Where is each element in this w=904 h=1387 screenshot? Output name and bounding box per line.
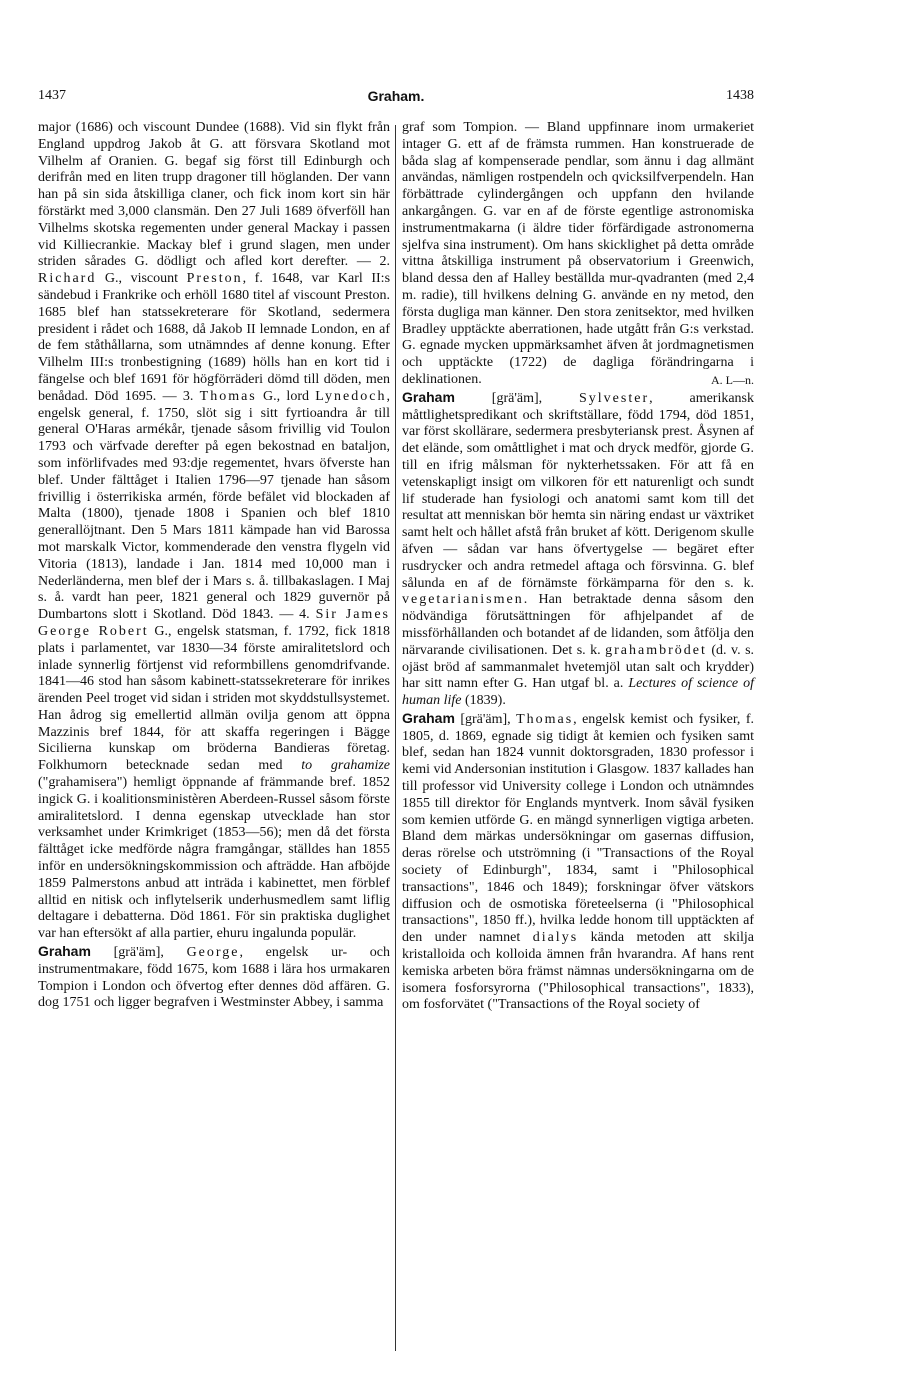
- entry-graham-continued: major (1686) och viscount Dundee (1688). Vid sin flykt från England uppdrog Jakob åt G. att försvara Skotland mot Vilhelm af Oranien. G. begaf sig först till Edinburgh och derifrån med en liten trupp dragoner till höglanden. Der vann han på sin sida åtskilliga claner, och fick inom kort sin här förstärkt med 3,000 clansmän. Den 27 Juli 1689 öfverföll han Vilhelms skotska regementen under general Mackay i passen vid Killiecrankie. Mackay blef i grund slagen, men under striden sårades G. dödligt och afled kort derefter. — 2. Richard G., viscount Preston, f. 1648, var Karl II:s sändebud i Frankrike och erhöll 1680 titel af viscount Preston. 1685 blef han statssekreterare för Skotland, sedermera president i rådet och 1688, då Jakob II lemnade London, en af de fem ståthållarna, som utnämndes af denne konung. Efter Vilhelm III:s tronbestigning (1689) hölls han en kort tid i fängelse och blef 1691 för högförräderi dömd till döden, men benådad. Död 1695. — 3. Thomas G., lord Lynedoch, engelsk general, f. 1750, slöt sig i sitt fyrtioandra år till general O'Haras armékår, tjenade såsom frivillig vid Toulon 1793 och värfvade derefter på egen bekostnad en bataljon, som införlifvades med 93:dje regementet, hvars öfverste han blef. Under fälttåget i Italien 1796—97 tjenade han såsom frivillig i österrikiska armén, förde befälet vid blockaden af Malta (1800), tjenade 1808 i Spanien och blef 1810 generallöjtnant. Den 5 Mars 1811 kämpade han vid Barossa mot marskalk Victor, kommenderade den venstra flygeln vid Vitoria (1813), landade i Jan. 1814 med 10,000 man i Nederländerna, men blef der i Mars s. å. tillbakaslagen. I Maj s. å. vardt han peer, 1821 general och 1829 guvernör på Dumbartons slott i Skotland. Död 1843. — 4. Sir James George Robert G., engelsk statsman, f. 1792, fick 1818 plats i parlamentet, var 1830—34 förste amiralitetslord och inlade synnerlig förtjenst vid reformbillens genomdrifvande. 1841—46 stod han såsom kabinett-statssekreterare för inrikes ärenden Peel troget vid sidan i striden mot skyddstullsystemet. Han ådrog sig emellertid allmän ovilja genom att öppna Mazzinis bref 1844, för att skaffa regeringen i Bägge Sicilierna kunskap om bröderna Bandieras företag. Folkhumorn betecknade sedan med to grahamize ("grahamisera") hemligt öppnande af främmande bref. 1852 ingick G. i koalitionsministèren Aberdeen-Russel såsom förste amiralitetslord. I denna egenskap utvecklade han stor verksamhet under Krimkriget (1853—56); men då det första fälttåget icke medförde några framgångar, ställdes han 1855 inför en undersökningskommission och afträdde. Han afböjde 1859 Palmerstons anbud att inträda i kabinettet, men förblef alltid en nitisk och inflytelserik underhusmedlem samt liflig deltagare i debatterna. Död 1861. För sin praktiska duglighet var han eftersökt af alla partier, ehuru ingalunda populär.: [38, 120, 391, 942]
- spaced-term: vegetarianismen: [402, 592, 524, 608]
- entry-graham-thomas: Graham [grä'äm], Thomas, engelsk kemist och fysiker, f. 1805, d. 1869, egnade sig tidigt åt kemien och fysiken samt blef, sedan han 1824 vunnit doktorsgraden, 1830 professor i kemi vid Andersonian institution i Glasgow. 1837 kallades han till professor vid University college i London och utnämndes 1855 till direktor för Englands myntverk. Inom såväl fysiken som kemien utförde G. en mängd synnerligen vigtiga arbeten. Bland dem märkas undersökningar om gasernas diffusion, deras rörelse och utströmning (i "Transactions of the Royal society of Edinburgh", 1834, samt i "Philosophical transactions", 1846 och 1849); forskningar öfver vätskors diffusion och de osmotiska företeelserna (i "Philosophical transactions", 1850 ff.), hvilka ledde honom till upptäckten af den under namnet dialys kända metoden att skilja kristalloida och kolloida ämnen från hvarandra. Af hans rent kemiska arbeten böra främst nämnas undersökningarna om de isomera fosforsyrorna ("Philosophical transactions", 1833), om fosforvätet ("Transactions of the Royal society of: [402, 709, 754, 1013]
- left-page-number: 1437: [38, 88, 66, 103]
- entry-graham-sylvester: Graham [grä'äm], Sylvester, amerikansk måttlighetspredikant och skriftställare, född 1794, död 1851, var först skollärare, sedermera presbyteriansk prest. Åsynen af det elände, som omåttlighet i mat och dryck medför, gjorde G. till en ifrig målsman för nykterhetssaken. För att få en vetenskapligt insigt om vilkoren för ett naturenligt och sundt lif studerade han fysiologi och anatomi samt kom till det resultat att menniskan bör hemta sin näring endast ur växtriket samt helt och hållet afstå från bruket af kött. Derigenom skulle äfven — sådan var hans öfvertygelse — begäret efter rusdrycker och andra retmedel aftaga och försvinna. G. blef sålunda en af de förnämste förkämparna för den s. k. vegetarianismen. Han betraktade denna såsom den nödvändiga förutsättningen för afhjelpandet af de missförhållanden och botandet af de lidanden, som åtfölja den närvarande civilisationen. Det s. k. grahambrödet (d. v. s. ojäst bröd af sammanmalet hvetemjöl utan salt och krydder) har sitt namn efter G. Han utgaf bl. a. Lectures of science of human life (1839).: [402, 388, 755, 709]
- running-title: Graham.: [367, 88, 425, 104]
- left-column: [38, 120, 390, 1012]
- author-signature: A. L—n.: [711, 372, 754, 387]
- pronunciation: [grä'äm],: [491, 390, 543, 406]
- title-name: Lynedoch: [315, 388, 387, 404]
- entry-headword: Graham: [402, 709, 455, 726]
- person-name: Richard: [38, 271, 97, 287]
- pronunciation: [grä'äm],: [113, 945, 164, 961]
- person-name: Sir James George Robert: [38, 607, 390, 639]
- person-name: Thomas: [199, 388, 257, 404]
- title-name: Preston: [186, 271, 243, 287]
- right-column: [402, 120, 754, 1014]
- entry-headword: Graham: [402, 388, 455, 405]
- person-name: Thomas: [516, 711, 574, 727]
- entry-headword: Graham: [38, 943, 91, 960]
- italic-term: to grahamize: [301, 758, 390, 774]
- spaced-term: dialys: [532, 930, 579, 946]
- pronunciation: [grä'äm],: [460, 711, 511, 727]
- person-name: George: [186, 945, 240, 961]
- book-title: Lectures of science of human life: [402, 676, 755, 709]
- entry-graham-george-continued: graf som Tompion. — Bland uppfinnare inom urmakeriet intager G. ett af de främsta rummen. Han konstruerade de båda slag af kompenserade pendlar, som ännu i dag allmänt användas, nämligen rostpendeln och qvicksilfverpendeln. Han förbättrade cylindergången och uppfann den hvilande ankargången. G. var en af de förste egentlige astronomiska instrumentmakarna (i äldre tider förfärdigade astronomerna sjelfva sina instrument). Om hans skicklighet på detta område vittna åtskilliga instrument på observatorium i Greenwich, bland dessa den af Halley beställda mur-qvadranten (med 2,4 m. radie), till hvilkens delning G. använde en ny metod, den första dugliga man känner. Den stora zenitsektor, med hvilken Bradley upptäckte aberrationen, hade utgått från G:s verkstad. G. egnade mycken uppmärksamhet äfven åt jordmagnetismen och upptäckte (1722) de dagliga förändringarna i deklinationen. A. L—n.: [402, 120, 754, 387]
- spaced-term: grahambrödet: [605, 642, 707, 658]
- right-page-number: 1438: [726, 88, 754, 103]
- person-name: Sylvester: [579, 390, 650, 406]
- column-divider: [395, 125, 396, 1351]
- entry-graham-george: Graham [grä'äm], George, engelsk ur- och instrumentmakare, född 1675, kom 1688 i lära hos urmakaren Tompion i London och öfvertog efter dennes död affären. G. dog 1751 och ligger begrafven i Westminster Abbey, i samma: [38, 943, 390, 1011]
- page-header: [38, 88, 754, 110]
